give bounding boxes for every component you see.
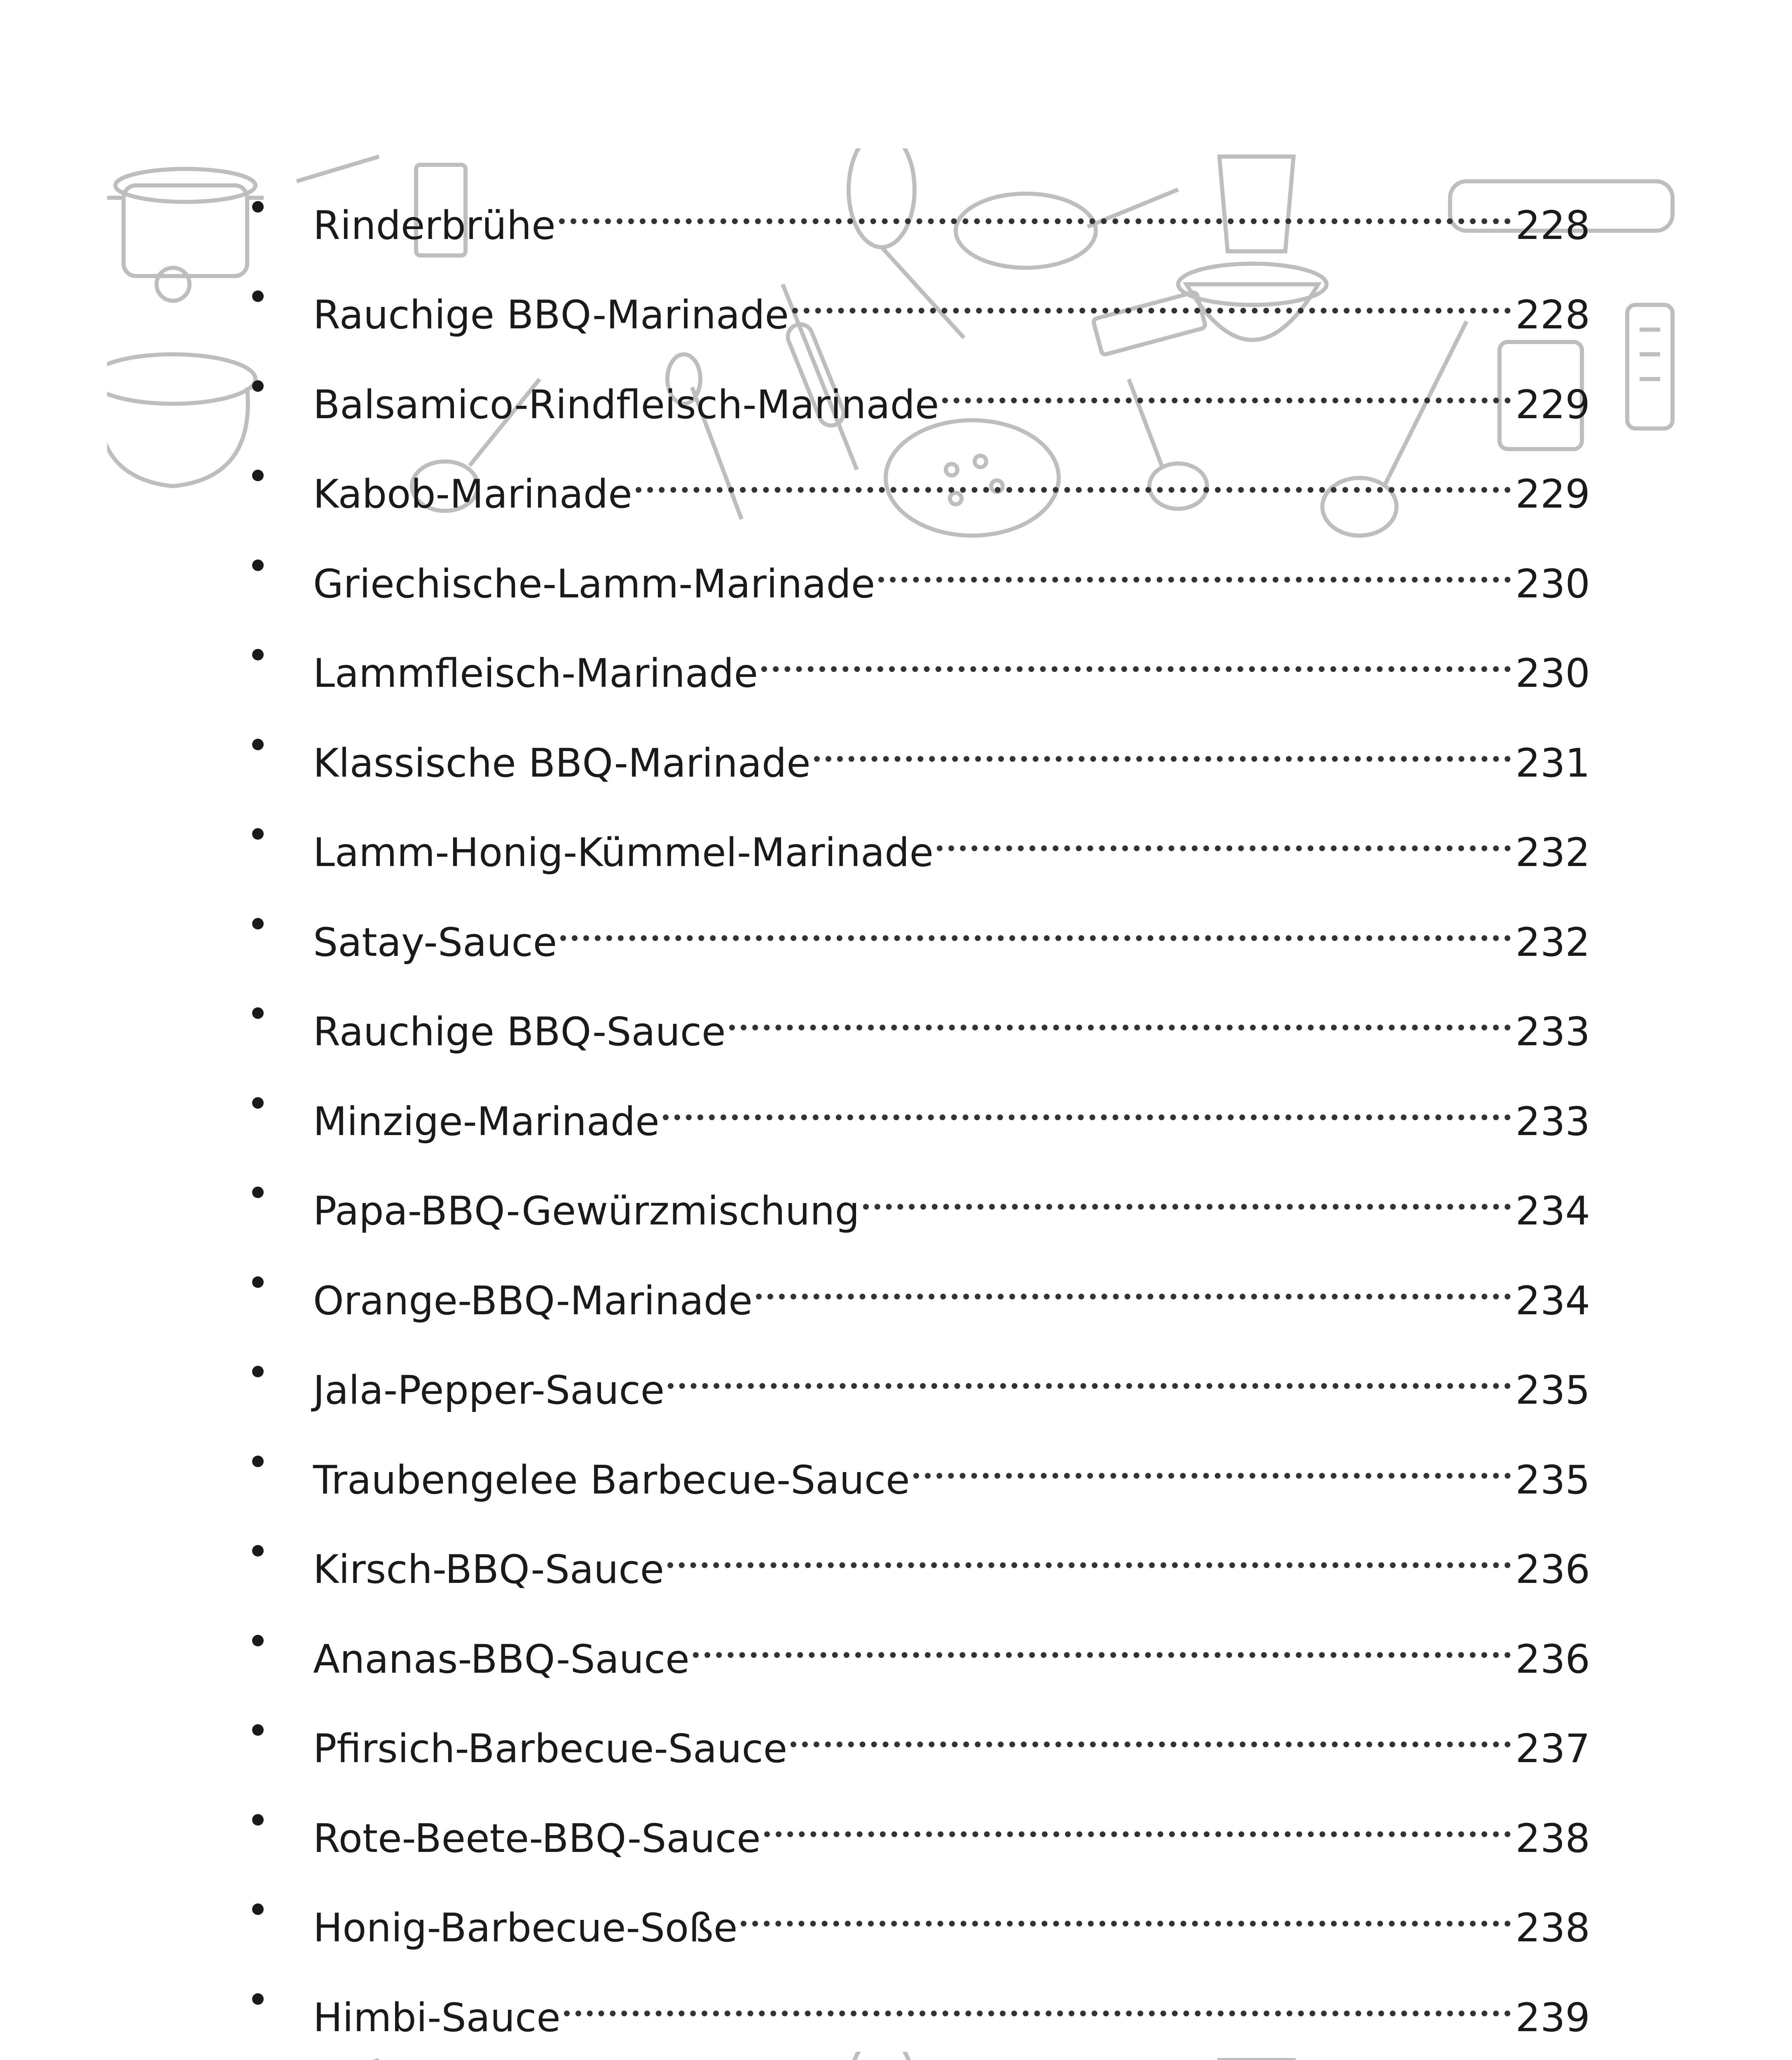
dot-leader: [878, 531, 1515, 597]
bullet-icon: [239, 173, 313, 239]
toc-entry-page: 229: [1515, 472, 1590, 517]
toc-entry-label: Lamm-Honig-Kümmel-Marinade: [313, 830, 934, 876]
bullet-icon: [239, 1607, 313, 1673]
toc-entry[interactable]: [239, 1786, 1590, 1861]
toc-entry-page: 237: [1515, 1726, 1590, 1772]
toc-entry-page: 232: [1515, 920, 1590, 965]
toc-entry[interactable]: [239, 1069, 1590, 1145]
bullet-icon: [239, 1069, 313, 1135]
toc-entry[interactable]: [239, 531, 1590, 607]
dot-leader: [764, 1786, 1516, 1852]
toc-entry-page: 233: [1515, 1099, 1590, 1145]
toc-entry[interactable]: [239, 1875, 1590, 1951]
toc-entry-page: 233: [1515, 1009, 1590, 1055]
toc-entry[interactable]: [239, 1428, 1590, 1503]
dot-leader: [564, 1965, 1516, 2031]
toc-entry[interactable]: [239, 2055, 1590, 2060]
bullet-icon: [239, 621, 313, 687]
toc-entry[interactable]: [239, 173, 1590, 248]
toc-entry[interactable]: [239, 352, 1590, 428]
toc-entry[interactable]: [239, 800, 1590, 876]
toc-entry-page: 234: [1515, 1278, 1590, 1324]
toc-entry[interactable]: [239, 262, 1590, 338]
dot-leader: [663, 1069, 1516, 1135]
dot-leader: [937, 800, 1516, 866]
toc-entry-label: Pfirsich-Barbecue-Sauce: [313, 1726, 788, 1772]
bullet-icon: [239, 1159, 313, 1224]
bullet-icon: [239, 1786, 313, 1852]
dot-leader: [559, 173, 1516, 239]
toc-entry-page: 234: [1515, 1189, 1590, 1234]
toc-entry-page: 229: [1515, 382, 1590, 428]
toc-entry-label: Rauchige BBQ-Marinade: [313, 293, 789, 338]
bullet-icon: [239, 1965, 313, 2031]
toc-entry-label: Kirsch-BBQ-Sauce: [313, 1547, 664, 1592]
toc-entry-page: 231: [1515, 741, 1590, 786]
toc-entry[interactable]: [239, 442, 1590, 517]
dot-leader: [693, 1607, 1516, 1673]
bullet-icon: [239, 262, 313, 328]
toc-entry-label: Satay-Sauce: [313, 920, 557, 965]
dot-leader: [791, 1696, 1515, 1762]
toc-entry[interactable]: [239, 1517, 1590, 1592]
toc-entry-label: Himbi-Sauce: [313, 1995, 561, 2041]
bullet-icon: [239, 1696, 313, 1762]
toc-entry[interactable]: [239, 1965, 1590, 2041]
dot-leader: [668, 1338, 1515, 1404]
toc-entry[interactable]: [239, 621, 1590, 696]
toc-entry-page: 238: [1515, 1906, 1590, 1951]
bullet-icon: [239, 1248, 313, 1314]
toc-entry-label: Klassische BBQ-Marinade: [313, 741, 811, 786]
toc-entry-label: Rote-Beete-BBQ-Sauce: [313, 1816, 761, 1861]
dot-leader: [761, 621, 1516, 687]
toc-entry-label: Ananas-BBQ-Sauce: [313, 1637, 690, 1682]
toc-entry-label: Kabob-Marinade: [313, 472, 632, 517]
dot-leader: [756, 1248, 1516, 1314]
toc-entry[interactable]: [239, 1607, 1590, 1682]
dot-leader: [792, 262, 1516, 328]
dot-leader: [741, 1875, 1515, 1941]
dot-leader: [913, 1428, 1516, 1494]
toc-entry[interactable]: [239, 1696, 1590, 1772]
toc-entry-page: 239: [1515, 1995, 1590, 2041]
toc-entry-label: Lammfleisch-Marinade: [313, 651, 758, 696]
bullet-icon: [239, 442, 313, 508]
bullet-icon: [239, 352, 313, 418]
toc-entry[interactable]: [239, 1248, 1590, 1324]
toc-entry[interactable]: [239, 1338, 1590, 1413]
toc-entry[interactable]: [239, 890, 1590, 965]
toc-entry-label: Honig-Barbecue-Soße: [313, 1906, 738, 1951]
dot-leader: [667, 1517, 1516, 1583]
toc-entry-label: Rinderbrühe: [313, 203, 556, 248]
dot-leader: [636, 442, 1516, 508]
toc-entry[interactable]: [239, 979, 1590, 1055]
bullet-icon: [239, 979, 313, 1045]
toc-entry-page: 235: [1515, 1368, 1590, 1413]
bullet-icon: [239, 1428, 313, 1494]
toc-entry-page: 228: [1515, 293, 1590, 338]
toc-entry-label: Jala-Pepper-Sauce: [313, 1368, 665, 1413]
bullet-icon: [239, 2055, 313, 2060]
toc-entry-page: 236: [1515, 1637, 1590, 1682]
toc-entry[interactable]: [239, 711, 1590, 786]
bullet-icon: [239, 800, 313, 866]
toc-entry-label: Minzige-Marinade: [313, 1099, 660, 1145]
toc-entry-label: Griechische-Lamm-Marinade: [313, 562, 875, 607]
toc-entry-page: 235: [1515, 1458, 1590, 1503]
toc-entry-label: Traubengelee Barbecue-Sauce: [313, 1458, 910, 1503]
dot-leader: [663, 2055, 1516, 2060]
dot-leader: [863, 1159, 1516, 1224]
toc-entry-page: 232: [1515, 830, 1590, 876]
dot-leader: [560, 890, 1515, 956]
toc-entry-page: 238: [1515, 1816, 1590, 1861]
toc-entry-page: 230: [1515, 651, 1590, 696]
bullet-icon: [239, 1517, 313, 1583]
toc-entry[interactable]: [239, 1159, 1590, 1234]
toc-entry-label: Rauchige BBQ-Sauce: [313, 1009, 726, 1055]
bullet-icon: [239, 1338, 313, 1404]
dot-leader: [814, 711, 1516, 777]
bullet-icon: [239, 711, 313, 777]
toc-entry-page: 230: [1515, 562, 1590, 607]
toc-entry-label: Papa-BBQ-Gewürzmischung: [313, 1189, 860, 1234]
dot-leader: [942, 352, 1515, 418]
dot-leader: [729, 979, 1516, 1045]
bullet-icon: [239, 890, 313, 956]
toc-entry-page: 236: [1515, 1547, 1590, 1592]
toc-entry-label: Balsamico-Rindfleisch-Marinade: [313, 382, 939, 428]
toc-entry-label: Orange-BBQ-Marinade: [313, 1278, 753, 1324]
bullet-icon: [239, 531, 313, 597]
bullet-icon: [239, 1875, 313, 1941]
toc-entry-page: 228: [1515, 203, 1590, 248]
